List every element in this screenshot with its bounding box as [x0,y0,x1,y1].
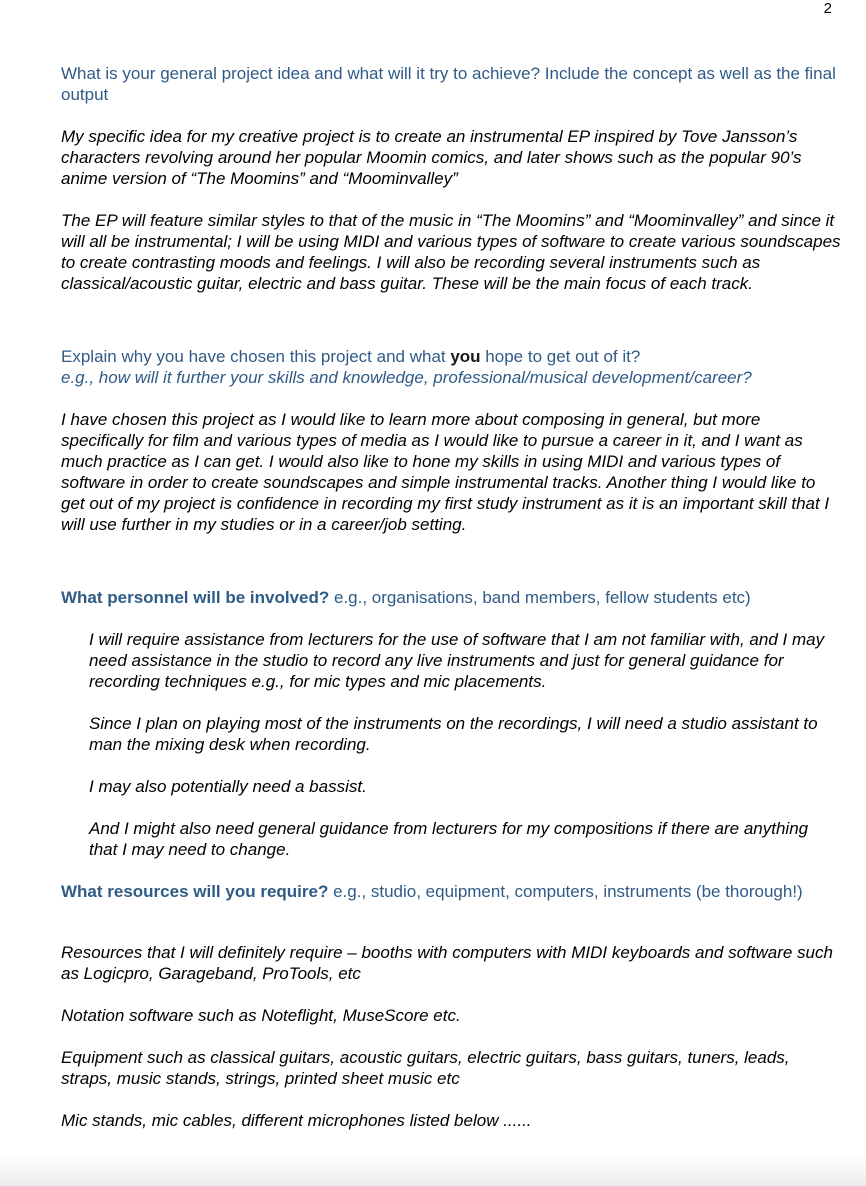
page-number: 2 [823,0,832,17]
resources-answer-2: Notation software such as Noteflight, MuseScore etc. [61,1006,461,1025]
personnel-answer-1: I will require assistance from lecturers for the use of software that I am not familiar with, and I may need assistance in the studio to record any live instruments and just for general guidance for recording techniques e.g., for mic types and mic placements. [89,630,825,691]
why-chosen-question [61,346,841,367]
personnel-question [61,587,841,608]
document-body [61,63,841,1131]
project-idea-answer-1: My specific idea for my creative project is to create an instrumental EP inspired by Tove Jansson’s characters revolving around her popular Moomin comics, and later shows such as the popular 90’s anime version of “The Moomins” and “Moominvalley” [61,127,802,188]
resources-answer-4: Mic stands, mic cables, different microphones listed below ...... [61,1111,532,1130]
personnel-answer-2: Since I plan on playing most of the instruments on the recordings, I will need a studio assistant to man the mixing desk when recording. [89,714,818,754]
resources-answer-1: Resources that I will definitely require – booths with computers with MIDI keyboards and software such as Logicpro, Garageband, ProTools, etc [61,943,833,983]
why-chosen-question-bold: you [450,347,481,366]
resources-question [61,881,841,902]
resources-answer-3: Equipment such as classical guitars, acoustic guitars, electric guitars, bass guitars, tuners, leads, straps, music stands, strings, printed sheet music etc [61,1048,790,1088]
project-idea-question: What is your general project idea and what will it try to achieve? Include the concept as well as the final output [61,64,836,104]
why-chosen-question-pre: Explain why you have chosen this project and what [61,347,451,366]
personnel-question-rest: e.g., organisations, band members, fellow students etc) [329,588,751,607]
why-chosen-subquestion: e.g., how will it further your skills and knowledge, professional/musical development/career? [61,368,752,387]
why-chosen-answer: I have chosen this project as I would like to learn more about composing in general, but more specifically for film and various types of media as I would like to pursue a career in it, and I want as much practice as I can get. I would also like to hone my skills in using MIDI and various types of software in order to create soundscapes and simple instrumental tracks. Another thing I would like to get out of my project is confidence in recording my first study instrument as it is an important skill that I will use further in my studies or in a career/job setting. [61,410,830,534]
project-idea-answer-2: The EP will feature similar styles to that of the music in “The Moomins” and “Moominvalley” and since it will all be instrumental; I will be using MIDI and various types of software to create various soundscapes to create contrasting moods and feelings. I will also be recording several instruments such as classical/acoustic guitar, electric and bass guitar. These will be the main focus of each track. [61,211,841,293]
page-bottom-shade [0,1154,866,1186]
resources-question-bold: What resources will you require? [61,882,329,901]
personnel-answer-3: I may also potentially need a bassist. [89,777,367,796]
why-chosen-question-post: hope to get out of it? [480,347,641,366]
personnel-question-bold: What personnel will be involved? [61,588,330,607]
personnel-answer-4: And I might also need general guidance from lecturers for my compositions if there are anything that I may need to change. [89,819,809,859]
resources-question-rest: e.g., studio, equipment, computers, instruments (be thorough!) [328,882,803,901]
